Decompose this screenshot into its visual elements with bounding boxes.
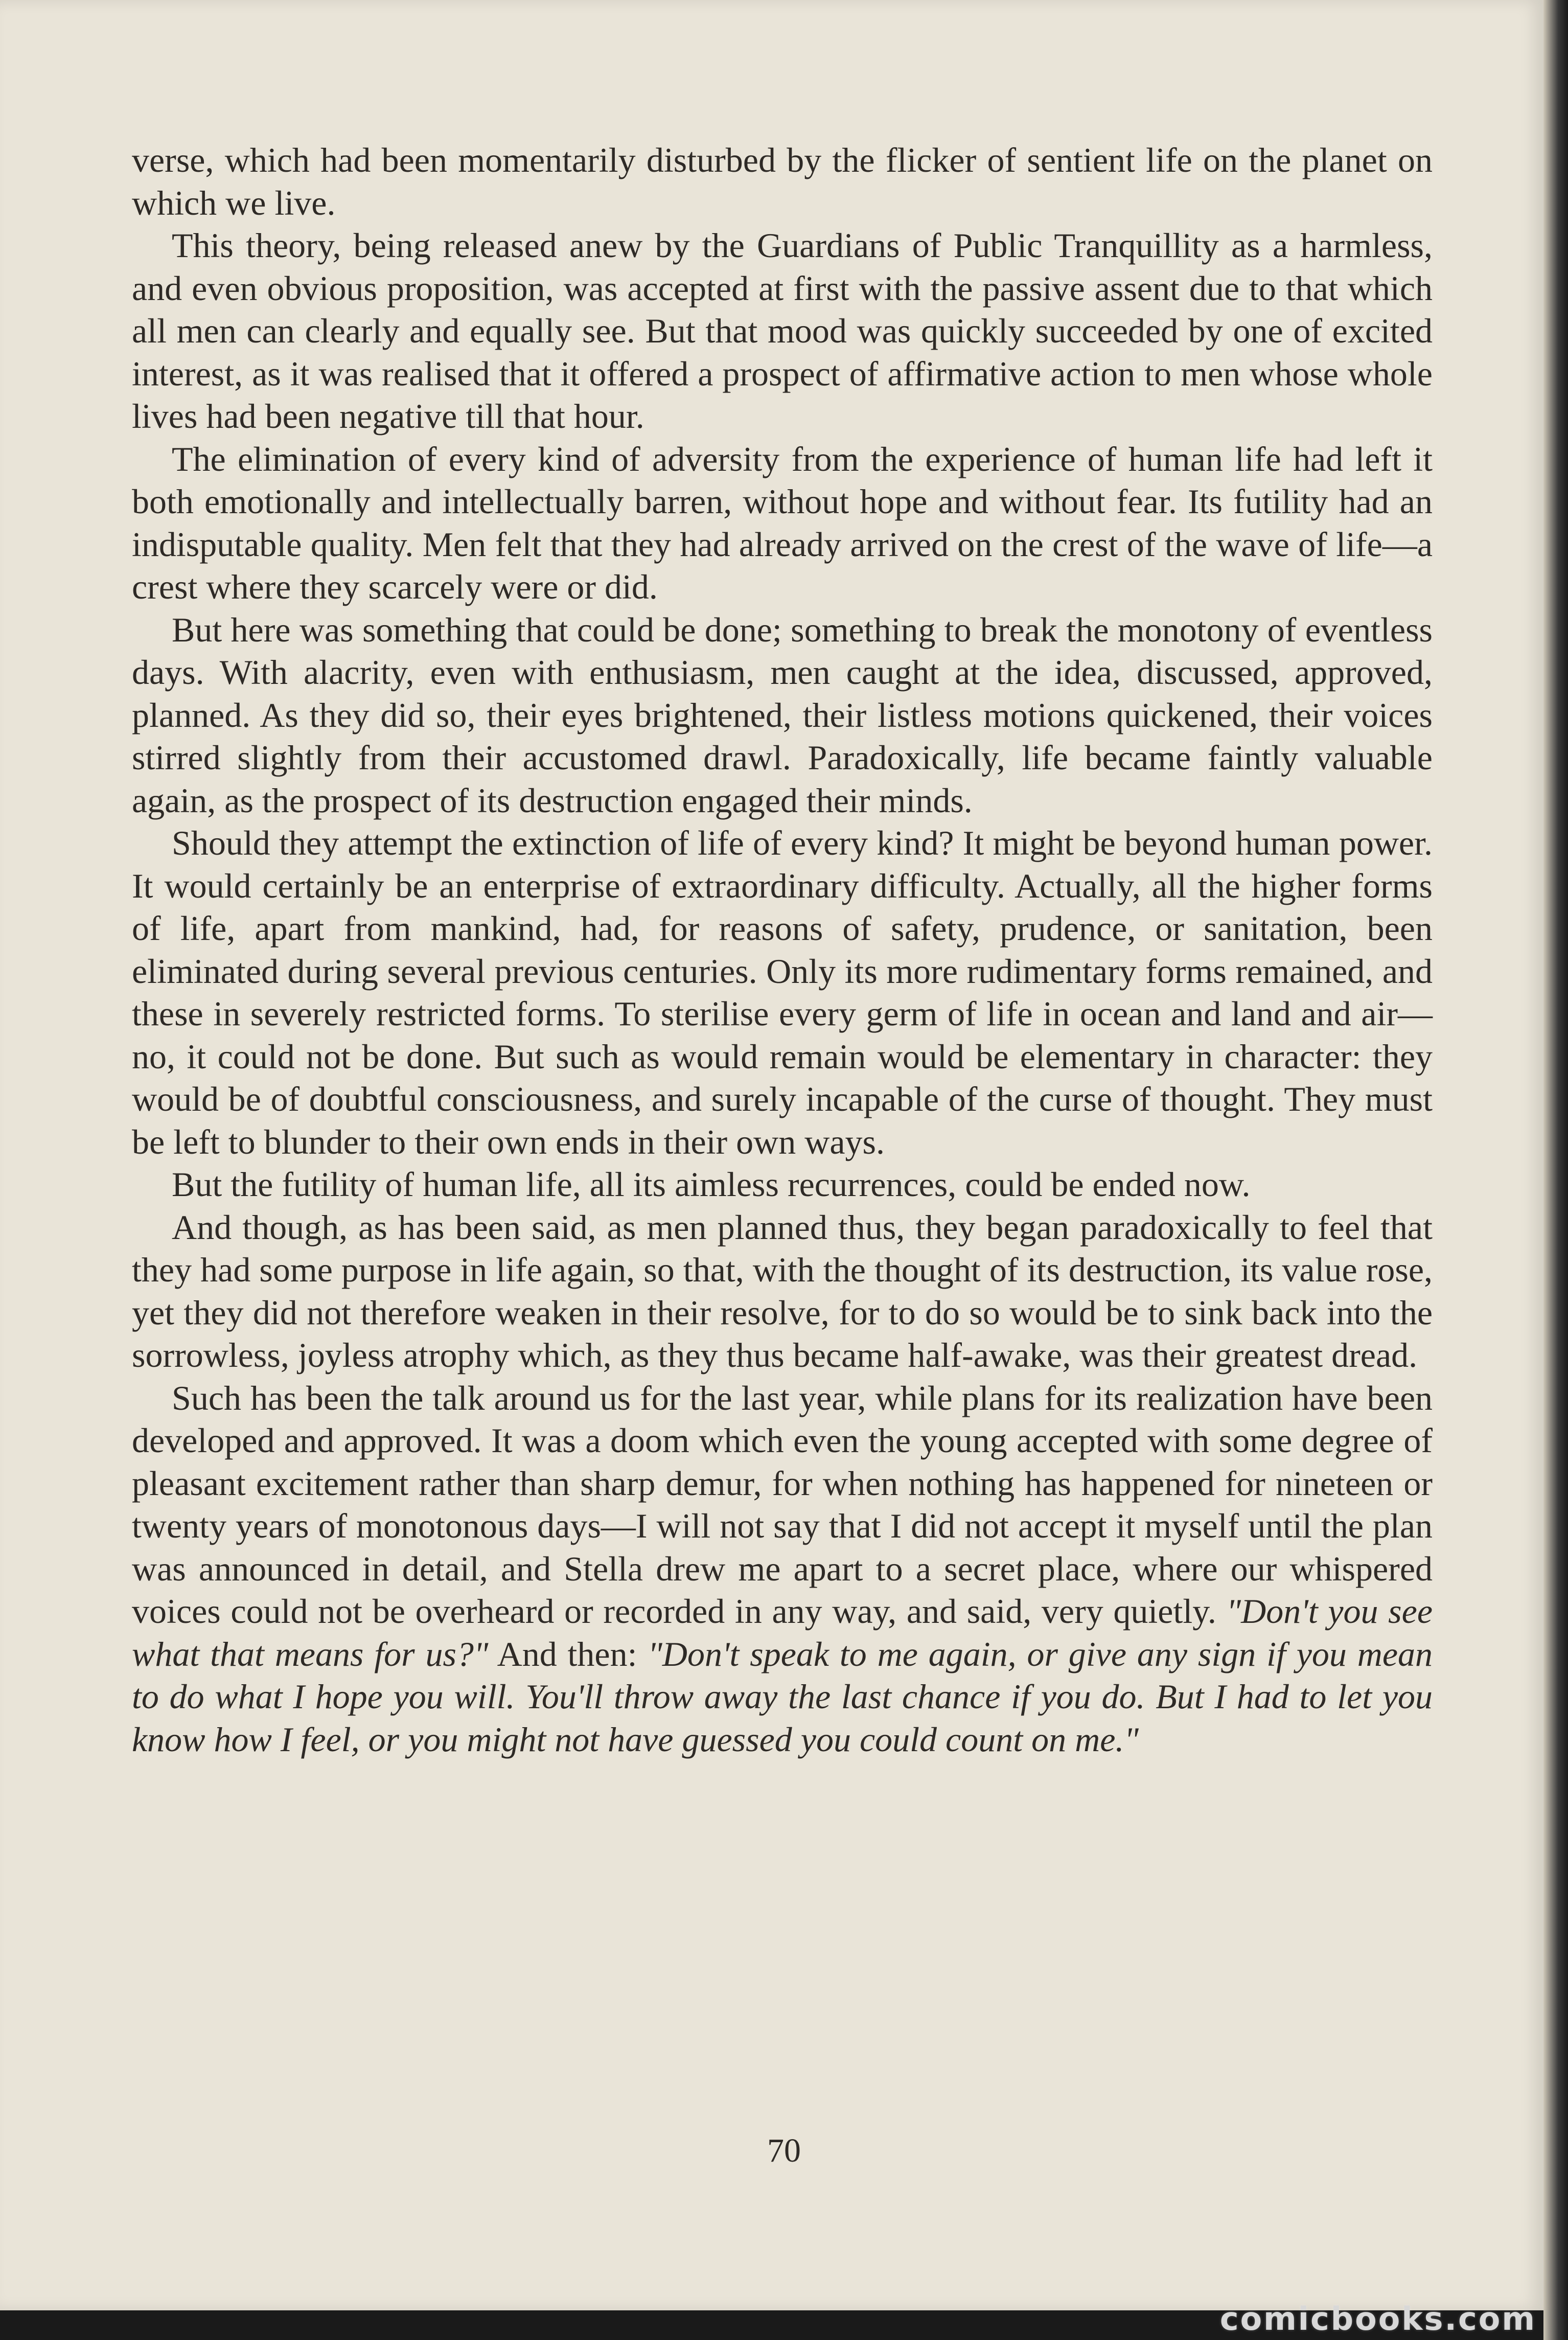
paragraph: But the futility of human life, all its aimless recurrences, could be ended now. (172, 1165, 1251, 1204)
paragraph: The elimination of every kind of adversity from the experience of human life had left it both emotionally and intellectually barren, without hope and without fear. Its futility had an indisputable quality. Men felt that they had already arrived on the crest of the wave of life—a crest where they scarcely were or did. (132, 439, 1433, 606)
paragraph-final (132, 1377, 1433, 1761)
paragraph-text: Such has been the talk around us for the last year, while plans for its realization have been developed and approved. It was a doom which even the young accepted with some degree of pleasant excitement rather than sharp demur, for when nothing has happened for nineteen or twenty years of monotonous days—I will not say that I did not accept it myself until the plan was announced in detail, and Stella drew me apart to a secret place, where our whispered voices could not be overheard or recorded in any way, and said, very quietly. (132, 1378, 1433, 1631)
paragraph: And though, as has been said, as men planned thus, they began paradoxically to feel that they had some purpose in life again, so that, with the thought of its destruction, its value rose, yet they did not therefore weaken in their resolve, for to do so would be to sink back into the sorrowless, joyless atrophy which, as they thus became half-awake, was their greatest dread. (132, 1207, 1433, 1374)
body-text (132, 139, 1433, 1761)
quoted-speech: "Don't you see what that means for us?" (132, 1592, 1433, 1673)
paragraph: But here was something that could be done; something to break the monotony of eventless days. With alacrity, even with enthusiasm, men caught at the idea, discussed, approved, planned. As they did so, their eyes brightened, their listless motions quickened, their voices stirred slightly from their accustomed drawl. Paradoxically, life became faintly valuable again, as the prospect of its destruction engaged their minds. (132, 610, 1433, 820)
paragraph: Should they attempt the extinction of life of every kind? It might be beyond human power. It would certainly be an enterprise of extraordinary difficulty. Actually, all the higher forms of life, apart from mankind, had, for reasons of safety, prudence, or sanitation, been eliminated during several previous centuries. Only its more rudimentary forms remained, and these in severely restricted forms. To sterilise every germ of life in ocean and land and air—no, it could not be done. But such as would remain would be elementary in character: they would be of doubtful consciousness, and surely incapable of the curse of thought. They must be left to blunder to their own ends in their own ways. (132, 823, 1433, 1161)
paragraph-text: And then: (488, 1634, 648, 1673)
paragraph: This theory, being released anew by the Guardians of Public Tranquillity as a harmless, and even obvious proposition, was accepted at first with the passive assent due to that which all men can clearly and equally see. But that mood was quickly succeeded by one of excited interest, as it was realised that it offered a prospect of affirmative action to men whose whole lives had been negative till that hour. (132, 226, 1433, 435)
page-number: 70 (767, 2132, 801, 2169)
paragraph: verse, which had been momentarily disturbed by the flicker of sentient life on the planet on which we live. (132, 141, 1433, 222)
quoted-speech: "Don't speak to me again, or give any sign if you mean to do what I hope you will. You'll throw away the last chance if you do. But I had to let you know how I feel, or you might not have guessed you could count on me." (132, 1634, 1433, 1759)
book-spine-edge (1543, 0, 1568, 2340)
watermark: comicbooks.com (1219, 2300, 1536, 2337)
